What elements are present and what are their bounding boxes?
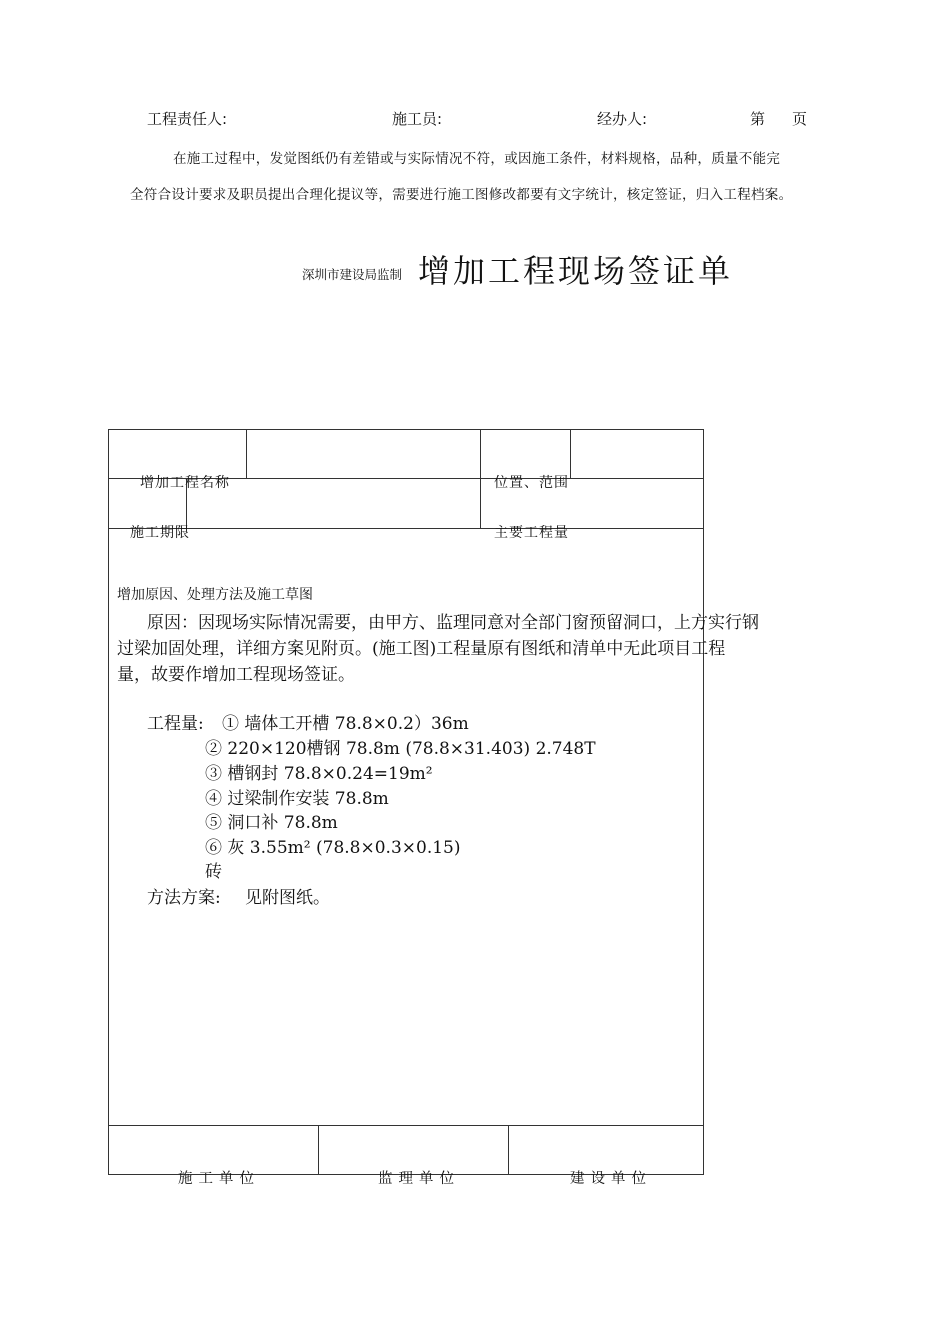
- construction-unit-label: 施工单位: [178, 1171, 260, 1187]
- owner-unit-label: 建设单位: [570, 1171, 652, 1187]
- reason-section-label: 增加原因、处理方法及施工草图: [117, 587, 313, 603]
- quantity-item-6-suffix: 砖: [205, 862, 222, 882]
- quantity-item-4: ④ 过梁制作安装 78.8m: [205, 789, 389, 809]
- reason-line-1: 原因：因现场实际情况需要，由甲方、监理同意对全部门窗预留洞口，上方实行钢: [147, 613, 759, 633]
- location-range-label: 位置、范围: [494, 475, 569, 491]
- page-di-label: 第: [750, 110, 766, 128]
- reason-line-2: 过梁加固处理，详细方案见附页。(施工图)工程量原有图纸和清单中无此项目工程: [117, 639, 726, 659]
- method-value: 见附图纸。: [245, 888, 330, 908]
- reason-line-3: 量，故要作增加工程现场签证。: [117, 665, 355, 685]
- quantity-item-5: ⑤ 洞口补 78.8m: [205, 813, 338, 833]
- issuing-authority: 深圳市建设局监制: [302, 267, 403, 282]
- project-name-label: 增加工程名称: [140, 475, 230, 491]
- supervision-unit-label: 监理单位: [378, 1171, 460, 1187]
- responsible-person-label: 工程责任人:: [147, 110, 228, 128]
- quantity-heading: 工程量:: [147, 714, 204, 734]
- main-quantity-label: 主要工程量: [494, 525, 569, 541]
- notice-line-2: 全符合设计要求及职员提出合理化提议等，需要进行施工图修改都要有文字统计，核定签证，归入工程档案。: [130, 187, 793, 203]
- page-ye-label: 页: [792, 110, 808, 128]
- page-title: 增加工程现场签证单: [418, 252, 734, 290]
- method-label: 方法方案:: [147, 888, 221, 908]
- notice-line-1: 在施工过程中，发觉图纸仍有差错或与实际情况不符，或因施工条件，材料规格，品种，质量不能完: [173, 151, 781, 167]
- quantity-item-6: ⑥ 灰 3.55m² (78.8×0.3×0.15): [205, 838, 461, 858]
- quantity-item-3: ③ 槽钢封 78.8×0.24=19m²: [205, 764, 433, 784]
- constructor-label: 施工员:: [392, 110, 443, 128]
- handler-label: 经办人:: [597, 110, 648, 128]
- quantity-item-2: ② 220×120槽钢 78.8m (78.8×31.403) 2.748T: [205, 739, 596, 759]
- construction-period-label: 施工期限: [130, 525, 190, 541]
- quantity-item-1: ① 墙体工开槽 78.8×0.2）36m: [222, 714, 469, 734]
